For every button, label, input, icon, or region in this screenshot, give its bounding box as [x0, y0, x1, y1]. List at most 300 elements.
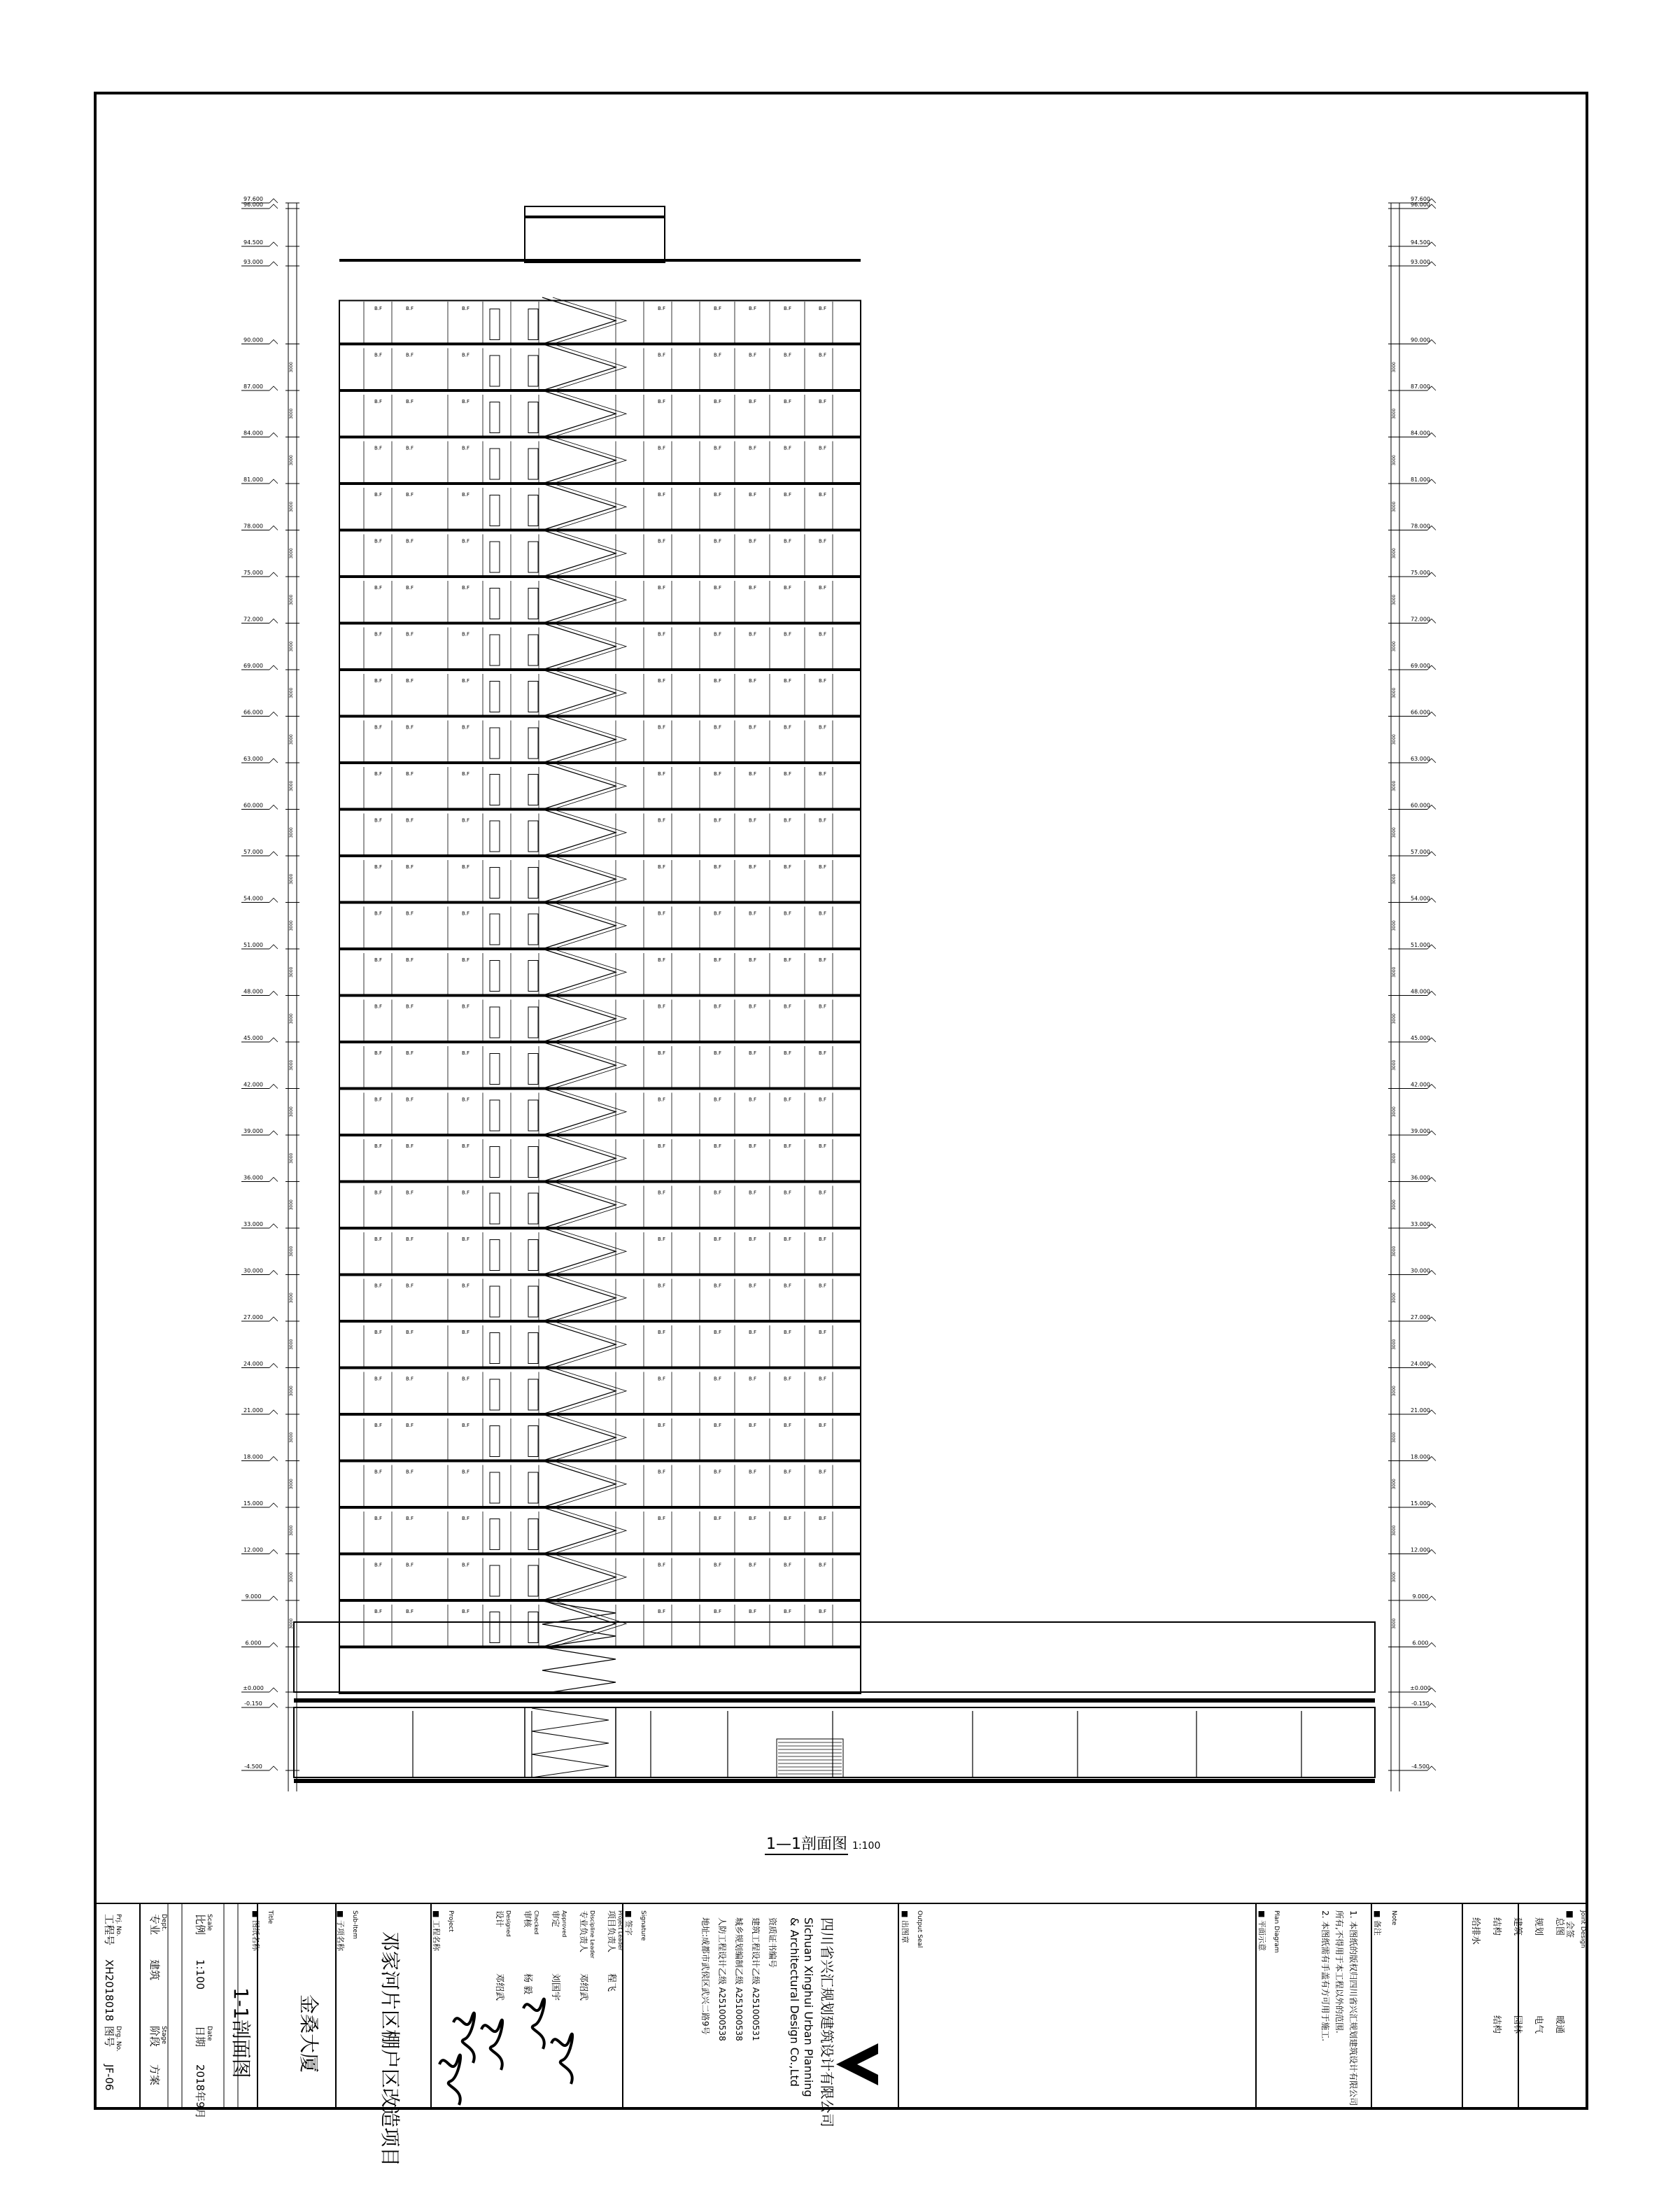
door: [528, 1100, 538, 1131]
door: [528, 1333, 538, 1364]
floor-height-dim: 3000: [289, 1013, 294, 1024]
door: [490, 402, 500, 433]
cosign-header-en: Joint Design: [1579, 1910, 1586, 1948]
elevation-label: 63.000: [243, 756, 263, 762]
room-mark: B.F: [784, 817, 792, 824]
elevation-label: 6.000: [1412, 1640, 1429, 1647]
room-mark: B.F: [819, 1097, 827, 1103]
room-mark: B.F: [714, 538, 722, 544]
meta-key-en: Scale: [206, 1914, 213, 1931]
room-mark: B.F: [714, 1562, 722, 1568]
room-mark: B.F: [819, 1423, 827, 1428]
stair-flight: [542, 484, 616, 530]
signature-role-en: Approved: [561, 1910, 567, 1938]
elevation-triangle: [269, 340, 278, 344]
door: [528, 1472, 538, 1503]
door: [490, 635, 500, 665]
elevation-triangle: [269, 242, 278, 246]
door: [490, 1519, 500, 1550]
door: [490, 449, 500, 479]
room-mark: B.F: [406, 585, 414, 591]
signature-role: 项目负责人: [607, 1910, 616, 1953]
elevation-triangle: [269, 1703, 278, 1707]
room-mark: B.F: [784, 1562, 792, 1568]
room-mark: B.F: [784, 306, 792, 311]
elevation-label: 18.000: [1411, 1453, 1430, 1460]
room-mark: B.F: [374, 1562, 383, 1568]
room-mark: B.F: [749, 724, 757, 731]
room-mark: B.F: [749, 1003, 757, 1010]
meta-key2: 阶段: [148, 2026, 161, 2048]
floor-height-dim: 3000: [289, 873, 294, 885]
elevation-triangle: [269, 1085, 278, 1089]
elevation-label: 87.000: [243, 383, 263, 390]
door: [490, 495, 500, 526]
room-mark: B.F: [462, 1330, 470, 1335]
meta-key: 比例: [194, 1914, 206, 1936]
elevation-triangle: [269, 386, 278, 390]
room-mark: B.F: [462, 306, 470, 311]
elevation-label: 57.000: [243, 849, 263, 855]
elevation-triangle: [269, 199, 278, 203]
elevation-label: 33.000: [1411, 1221, 1430, 1227]
cosign-header: ■ 会签: [1565, 1910, 1575, 1938]
room-mark: B.F: [749, 678, 757, 684]
room-mark: B.F: [784, 352, 792, 358]
company-cert-line: 资质证书编号: [768, 1917, 777, 1968]
door: [528, 1612, 538, 1643]
room-mark: B.F: [749, 1330, 757, 1335]
meta-value: 1:100: [194, 1959, 206, 1990]
stair-flight: [542, 810, 616, 857]
title-block: [103, 1903, 1586, 2167]
door: [490, 309, 500, 340]
room-mark: B.F: [462, 1376, 470, 1382]
floor-height-dim: 3000: [1392, 1106, 1397, 1118]
elevation-label: ±0.000: [1410, 1685, 1431, 1691]
door: [490, 1007, 500, 1038]
room-mark: B.F: [714, 306, 722, 311]
elevation-label: 96.000: [1411, 202, 1430, 208]
room-mark: B.F: [714, 1376, 722, 1382]
floor-height-dim: 3000: [289, 1059, 294, 1071]
key-plan-header: ■ 平面示意: [1257, 1910, 1266, 1951]
room-mark: B.F: [749, 492, 757, 498]
stair-flight: [542, 297, 616, 344]
elevation-label: 42.000: [1411, 1081, 1430, 1088]
elevation-label: 60.000: [1411, 802, 1430, 809]
elevation-triangle: [269, 899, 278, 903]
elevation-triangle: [269, 852, 278, 856]
floor-height-dim: 3000: [1392, 455, 1397, 466]
signature-name: 刘国宇: [550, 1973, 560, 2001]
floor-height-dim: 3000: [1392, 548, 1397, 559]
room-mark: B.F: [462, 585, 470, 591]
room-mark: B.F: [658, 1609, 666, 1614]
door: [490, 1240, 500, 1271]
room-mark: B.F: [749, 1469, 757, 1475]
room-mark: B.F: [462, 724, 470, 731]
room-mark: B.F: [714, 1516, 722, 1521]
room-mark: B.F: [784, 678, 792, 684]
door: [490, 1333, 500, 1364]
elevation-label: 9.000: [245, 1593, 262, 1600]
project-name: 邓家河片区棚户区改造项目: [379, 1931, 402, 2167]
room-mark: B.F: [462, 1423, 470, 1428]
project-label-en: Project: [447, 1910, 454, 1932]
room-mark: B.F: [749, 538, 757, 544]
door: [528, 635, 538, 665]
floor-height-dim: 3000: [289, 1572, 294, 1583]
cosign-left: 规划: [1533, 1917, 1544, 1936]
room-mark: B.F: [462, 1237, 470, 1242]
room-mark: B.F: [462, 910, 470, 917]
room-mark: B.F: [784, 1143, 792, 1149]
stair-flight: [542, 1670, 616, 1693]
room-mark: B.F: [658, 1237, 666, 1242]
company-cert-line: 人防工程设计乙级 A251000538: [717, 1917, 727, 2041]
room-mark: B.F: [374, 957, 383, 963]
floor-height-dim: 3000: [1392, 920, 1397, 931]
room-mark: B.F: [462, 864, 470, 870]
room-mark: B.F: [658, 910, 666, 917]
elevation-label: 69.000: [243, 663, 263, 669]
floor-height-dim: 3000: [1392, 1292, 1397, 1304]
door: [528, 1007, 538, 1038]
room-mark: B.F: [658, 1097, 666, 1103]
elevation-label: ±0.000: [243, 1685, 264, 1691]
company-name-en: Sichuan Xinghui Urban Planning: [802, 1917, 815, 2097]
meta-value2: 2018年9月: [194, 2064, 206, 2119]
door: [528, 868, 538, 899]
room-mark: B.F: [819, 771, 827, 777]
door: [528, 1054, 538, 1085]
meta-value: XH2018018: [103, 1959, 115, 2022]
room-mark: B.F: [406, 1190, 414, 1196]
room-mark: B.F: [658, 306, 666, 311]
company-name: 四川省兴汇规划建筑设计有限公司: [819, 1917, 835, 2127]
room-mark: B.F: [784, 1330, 792, 1335]
elevation-label: 12.000: [1411, 1547, 1430, 1554]
room-mark: B.F: [406, 817, 414, 824]
room-mark: B.F: [658, 445, 666, 451]
door: [528, 961, 538, 992]
room-mark: B.F: [462, 1283, 470, 1289]
elevation-label: 54.000: [1411, 895, 1430, 902]
room-mark: B.F: [462, 678, 470, 684]
room-mark: B.F: [374, 1097, 383, 1103]
room-mark: B.F: [406, 724, 414, 731]
door: [490, 728, 500, 759]
floor-height-dim: 3000: [1392, 1153, 1397, 1164]
floor-height-dim: 3000: [289, 455, 294, 466]
floor-height-dim: 3000: [1392, 1572, 1397, 1583]
room-mark: B.F: [406, 1562, 414, 1568]
floor-height-dim: 3000: [1392, 408, 1397, 419]
room-mark: B.F: [462, 1190, 470, 1196]
room-mark: B.F: [749, 1190, 757, 1196]
room-mark: B.F: [406, 957, 414, 963]
room-mark: B.F: [374, 492, 383, 498]
meta-key: 工程号: [103, 1914, 115, 1946]
stair-flight: [542, 624, 616, 670]
door: [528, 821, 538, 852]
room-mark: B.F: [784, 1423, 792, 1428]
door: [490, 1100, 500, 1131]
company-logo: [836, 2043, 892, 2085]
floor-height-dim: 3000: [289, 966, 294, 978]
room-mark: B.F: [819, 910, 827, 917]
stair-flight: [532, 1731, 609, 1754]
elevation-label: 84.000: [243, 430, 263, 437]
room-mark: B.F: [462, 631, 470, 637]
elevation-label: 45.000: [243, 1035, 263, 1041]
floor-height-dim: 3000: [1392, 501, 1397, 512]
room-mark: B.F: [749, 306, 757, 311]
room-mark: B.F: [714, 1143, 722, 1149]
room-mark: B.F: [749, 910, 757, 917]
room-mark: B.F: [714, 724, 722, 731]
signature-role: 专业负责人: [579, 1910, 588, 1953]
door: [490, 868, 500, 899]
elevation-label: 18.000: [243, 1453, 263, 1460]
floor-height-dim: 3000: [289, 1618, 294, 1629]
door: [528, 1193, 538, 1224]
stair-flight: [532, 1708, 609, 1731]
room-mark: B.F: [406, 352, 414, 358]
floor-height-dim: 3000: [1392, 1386, 1397, 1397]
room-mark: B.F: [784, 1283, 792, 1289]
notes-header: ■ 备注: [1373, 1910, 1382, 1936]
elevation-label: 12.000: [243, 1547, 263, 1554]
room-mark: B.F: [749, 817, 757, 824]
floor-height-dim: 3000: [289, 1479, 294, 1490]
elevation-label: -4.500: [244, 1763, 262, 1770]
door: [528, 402, 538, 433]
elevation-label: 96.000: [243, 202, 263, 208]
elevation-label: 75.000: [243, 570, 263, 576]
elevation-label: 72.000: [243, 616, 263, 623]
floor-height-dim: 3000: [1392, 1432, 1397, 1443]
cosign-right: 结构: [1491, 2015, 1502, 2034]
room-mark: B.F: [749, 352, 757, 358]
door: [528, 1426, 538, 1457]
project-label: ■ 工程名称: [432, 1910, 441, 1951]
elevation-label: 48.000: [1411, 988, 1430, 995]
room-mark: B.F: [374, 678, 383, 684]
stair-flight: [542, 763, 616, 810]
floor-height-dim: 3000: [289, 1246, 294, 1257]
door: [528, 495, 538, 526]
elevation-label: 54.000: [243, 895, 263, 902]
room-mark: B.F: [374, 724, 383, 731]
stair-flight: [542, 1275, 616, 1322]
floor-height-dim: 3000: [1392, 594, 1397, 605]
room-mark: B.F: [462, 1562, 470, 1568]
room-mark: B.F: [406, 1003, 414, 1010]
elevation-triangle: [269, 945, 278, 949]
room-mark: B.F: [784, 1237, 792, 1242]
room-mark: B.F: [462, 399, 470, 404]
door: [528, 589, 538, 619]
elevation-triangle: [269, 1457, 278, 1461]
floor-height-dim: 3000: [289, 734, 294, 745]
room-mark: B.F: [819, 352, 827, 358]
handwritten-signature: [551, 2034, 572, 2084]
elevation-label: 36.000: [243, 1174, 263, 1181]
room-mark: B.F: [819, 631, 827, 637]
floor-height-dim: 3000: [289, 1386, 294, 1397]
room-mark: B.F: [658, 1423, 666, 1428]
door: [490, 682, 500, 712]
floor-height-dim: 3000: [1392, 966, 1397, 978]
notes-header-en: Note: [1390, 1910, 1397, 1926]
elevation-label: 21.000: [243, 1407, 263, 1414]
room-mark: B.F: [374, 1330, 383, 1335]
room-mark: B.F: [462, 445, 470, 451]
room-mark: B.F: [784, 1097, 792, 1103]
company-cert-line: 建筑工程设计乙级 A251000531: [751, 1917, 761, 2041]
room-mark: B.F: [819, 585, 827, 591]
room-mark: B.F: [714, 1423, 722, 1428]
room-mark: B.F: [374, 864, 383, 870]
meta-key-en: Prj. No.: [115, 1914, 122, 1937]
elevation-label: 69.000: [1411, 663, 1430, 669]
room-mark: B.F: [749, 1562, 757, 1568]
room-mark: B.F: [714, 1237, 722, 1242]
room-mark: B.F: [749, 1237, 757, 1242]
room-mark: B.F: [374, 306, 383, 311]
signature-role: 审定: [551, 1910, 560, 1928]
floor-height-dim: 3000: [1392, 362, 1397, 373]
room-mark: B.F: [462, 1143, 470, 1149]
basement-ramp: [777, 1739, 843, 1777]
floor-height-dim: 3000: [289, 920, 294, 931]
room-mark: B.F: [406, 1097, 414, 1103]
room-mark: B.F: [406, 1423, 414, 1428]
room-mark: B.F: [658, 864, 666, 870]
room-mark: B.F: [784, 1609, 792, 1614]
room-mark: B.F: [714, 1609, 722, 1614]
meta-value2: 方案: [148, 2064, 161, 2086]
room-mark: B.F: [462, 1516, 470, 1521]
room-mark: B.F: [784, 399, 792, 404]
stair-flight: [542, 856, 616, 903]
room-mark: B.F: [658, 1562, 666, 1568]
handwritten-signature: [523, 1999, 544, 2049]
room-mark: B.F: [714, 1190, 722, 1196]
handwritten-signature: [439, 2055, 460, 2105]
room-mark: B.F: [819, 817, 827, 824]
stair-flight: [542, 1554, 616, 1601]
floor-height-dim: 3000: [289, 1106, 294, 1118]
door: [528, 1379, 538, 1410]
room-mark: B.F: [406, 306, 414, 311]
room-mark: B.F: [462, 538, 470, 544]
stair-flight: [542, 1321, 616, 1368]
door: [528, 355, 538, 386]
room-mark: B.F: [714, 352, 722, 358]
room-mark: B.F: [374, 817, 383, 824]
room-mark: B.F: [819, 399, 827, 404]
room-mark: B.F: [714, 399, 722, 404]
floor-height-dim: 3000: [289, 548, 294, 559]
room-mark: B.F: [784, 1050, 792, 1056]
elevation-label: 21.000: [1411, 1407, 1430, 1414]
door: [490, 1193, 500, 1224]
company-cert-line: 城乡规划编制乙级 A251000538: [734, 1917, 744, 2041]
stair-core-crown: [525, 206, 665, 262]
cosign-left: 建筑: [1512, 1917, 1523, 1936]
door: [490, 1565, 500, 1596]
elevation-triangle: [269, 526, 278, 530]
room-mark: B.F: [714, 1097, 722, 1103]
room-mark: B.F: [819, 445, 827, 451]
door: [528, 1565, 538, 1596]
room-mark: B.F: [374, 1376, 383, 1382]
room-mark: B.F: [784, 1376, 792, 1382]
elevation-label: 60.000: [243, 802, 263, 809]
room-mark: B.F: [374, 1050, 383, 1056]
room-mark: B.F: [714, 445, 722, 451]
door: [528, 1519, 538, 1550]
room-mark: B.F: [819, 1190, 827, 1196]
elevation-label: 78.000: [243, 523, 263, 530]
door: [528, 1147, 538, 1178]
room-mark: B.F: [462, 1097, 470, 1103]
cosign-left: 总图: [1554, 1917, 1565, 1936]
room-mark: B.F: [658, 1190, 666, 1196]
room-mark: B.F: [374, 631, 383, 637]
door: [490, 1379, 500, 1410]
stair-flight: [542, 1368, 616, 1415]
stair-flight: [542, 577, 616, 624]
room-mark: B.F: [714, 1003, 722, 1010]
section-scale: 1:100: [852, 1840, 881, 1852]
elevation-triangle: [269, 1224, 278, 1228]
elevation-label: 27.000: [1411, 1314, 1430, 1320]
stair-flight: [542, 1507, 616, 1554]
door: [490, 1612, 500, 1643]
room-mark: B.F: [658, 1050, 666, 1056]
room-mark: B.F: [658, 399, 666, 404]
elevation-label: 27.000: [243, 1314, 263, 1320]
floor-height-dim: 3000: [1392, 1013, 1397, 1024]
stair-flight: [542, 1414, 616, 1461]
room-mark: B.F: [714, 1330, 722, 1335]
room-mark: B.F: [784, 724, 792, 731]
stamp-header-en: Output Seal: [916, 1910, 923, 1948]
room-mark: B.F: [462, 1609, 470, 1614]
elevation-triangle: [269, 665, 278, 670]
room-mark: B.F: [749, 1097, 757, 1103]
cosign-right: 暖通: [1554, 2015, 1565, 2034]
room-mark: B.F: [784, 445, 792, 451]
meta-value2: JF-06: [103, 2064, 115, 2091]
room-mark: B.F: [714, 1283, 722, 1289]
room-mark: B.F: [374, 771, 383, 777]
elevation-triangle: [269, 1038, 278, 1042]
room-mark: B.F: [819, 1003, 827, 1010]
floor-height-dim: 3000: [1392, 641, 1397, 652]
stair-flight: [542, 1042, 616, 1089]
room-mark: B.F: [714, 585, 722, 591]
room-mark: B.F: [819, 1330, 827, 1335]
room-mark: B.F: [819, 1376, 827, 1382]
door: [490, 1286, 500, 1317]
room-mark: B.F: [819, 864, 827, 870]
room-mark: B.F: [784, 631, 792, 637]
